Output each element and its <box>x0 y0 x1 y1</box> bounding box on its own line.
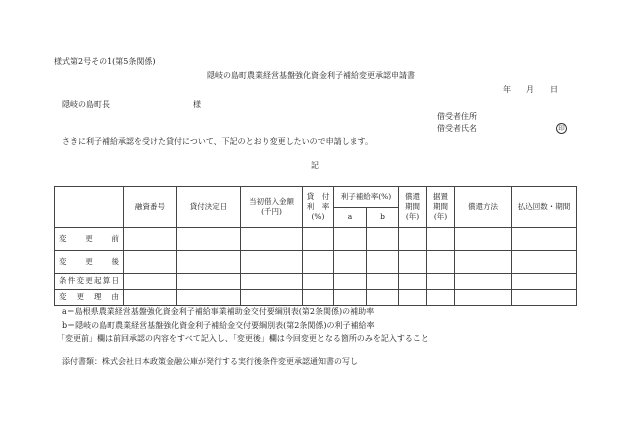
cell[interactable] <box>124 251 177 274</box>
cell[interactable] <box>512 228 577 251</box>
note-b: b＝隠岐の島町農業経営基盤強化資金利子補給金交付要綱別表(第2条関係)の利子補給率 <box>62 321 375 330</box>
cell[interactable] <box>241 274 303 290</box>
row-label: 条件変更起算日 <box>55 274 124 290</box>
seal-mark: 印 <box>556 123 567 134</box>
cell[interactable] <box>334 290 367 306</box>
row-label: 変 更 前 <box>55 228 124 251</box>
cell[interactable] <box>177 274 241 290</box>
header-repay-period <box>399 187 427 228</box>
table-row <box>55 228 577 251</box>
cell[interactable] <box>427 251 455 274</box>
cell[interactable] <box>367 274 399 290</box>
note-a: a＝島根県農業経営基盤強化資金利子補給事業補助金交付要綱別表(第2条関係)の補助率 <box>62 307 375 316</box>
cell[interactable] <box>367 251 399 274</box>
repay-line3: (年) <box>405 212 420 222</box>
initial-amount-unit: (千円) <box>261 207 282 216</box>
repay-line2: 期間 <box>405 201 420 211</box>
cell[interactable] <box>399 228 427 251</box>
ki-heading: 記 <box>311 161 319 170</box>
addressee-name: 隠岐の島町長 <box>62 100 110 109</box>
corner-cell <box>55 187 124 228</box>
defer-line3: (年) <box>433 212 448 222</box>
cell[interactable] <box>303 274 334 290</box>
defer-line1: 据置 <box>433 191 448 201</box>
cell[interactable] <box>399 290 427 306</box>
cell[interactable] <box>427 274 455 290</box>
rate-line3: (%) <box>311 212 325 222</box>
cell[interactable] <box>455 228 512 251</box>
applicant-name-label: 借受者氏名 <box>437 124 477 133</box>
header-repay-method: 償還方法 <box>455 187 512 228</box>
repay-line1: 償還 <box>405 191 420 201</box>
cell[interactable] <box>124 228 177 251</box>
cell[interactable] <box>241 228 303 251</box>
cell[interactable] <box>455 274 512 290</box>
header-a: a <box>334 208 367 228</box>
header-loan-no: 融資番号 <box>124 187 177 228</box>
intro-text: さきに利子補給承認を受けた貸付について、下記のとおり変更したいので申請します。 <box>62 137 374 146</box>
attachment-note: 添付書類：株式会社日本政策金融公庫が発行する実行後条件変更承認通知書の写し <box>62 357 358 366</box>
cell[interactable] <box>367 290 399 306</box>
document-title: 隠岐の島町農業経営基盤強化資金利子補給変更承認申請書 <box>207 71 415 80</box>
addressee-honorific: 様 <box>193 100 201 109</box>
cell[interactable] <box>303 290 334 306</box>
applicant-address-label: 借受者住所 <box>437 112 477 121</box>
cell[interactable] <box>367 228 399 251</box>
cell[interactable] <box>334 251 367 274</box>
header-initial-amount <box>241 187 303 228</box>
table-row <box>55 274 577 290</box>
note-instructions: 「変更前」欄は前回承認の内容をすべて記入し、「変更後」欄は今回変更となる箇所のみを記入すること <box>57 334 429 343</box>
cell[interactable] <box>124 290 177 306</box>
form-number: 様式第2号その1(第5条関係) <box>54 57 156 66</box>
cell[interactable] <box>303 228 334 251</box>
rate-line2: 利 率 <box>306 201 330 211</box>
row-label: 変 更 後 <box>55 251 124 274</box>
cell[interactable] <box>399 274 427 290</box>
defer-line2: 期間 <box>433 201 448 211</box>
cell[interactable] <box>241 251 303 274</box>
cell[interactable] <box>334 274 367 290</box>
cell[interactable] <box>512 251 577 274</box>
cell[interactable] <box>303 251 334 274</box>
header-loan-rate <box>303 187 334 228</box>
date-year: 年 <box>503 85 511 94</box>
cell[interactable] <box>427 290 455 306</box>
header-payments: 払込回数・期間 <box>512 187 577 228</box>
cell[interactable] <box>512 290 577 306</box>
cell[interactable] <box>241 290 303 306</box>
header-b: b <box>367 208 399 228</box>
cell[interactable] <box>455 290 512 306</box>
table-row <box>55 251 577 274</box>
cell[interactable] <box>177 290 241 306</box>
initial-amount-label: 当初借入金額 <box>249 196 294 206</box>
cell[interactable] <box>177 228 241 251</box>
change-table <box>54 186 577 306</box>
cell[interactable] <box>124 274 177 290</box>
date-day: 日 <box>550 85 558 94</box>
rate-line1: 貸 付 <box>306 191 330 201</box>
header-decision-date: 貸付決定日 <box>177 187 241 228</box>
table-row <box>55 290 577 306</box>
header-defer-period <box>427 187 455 228</box>
cell[interactable] <box>177 251 241 274</box>
date-month: 月 <box>526 85 534 94</box>
row-label: 変 更 理 由 <box>55 290 124 306</box>
cell[interactable] <box>399 251 427 274</box>
cell[interactable] <box>427 228 455 251</box>
cell[interactable] <box>512 274 577 290</box>
header-subsidy-rate: 利子補給率(%) <box>334 187 399 208</box>
cell[interactable] <box>455 251 512 274</box>
cell[interactable] <box>334 228 367 251</box>
